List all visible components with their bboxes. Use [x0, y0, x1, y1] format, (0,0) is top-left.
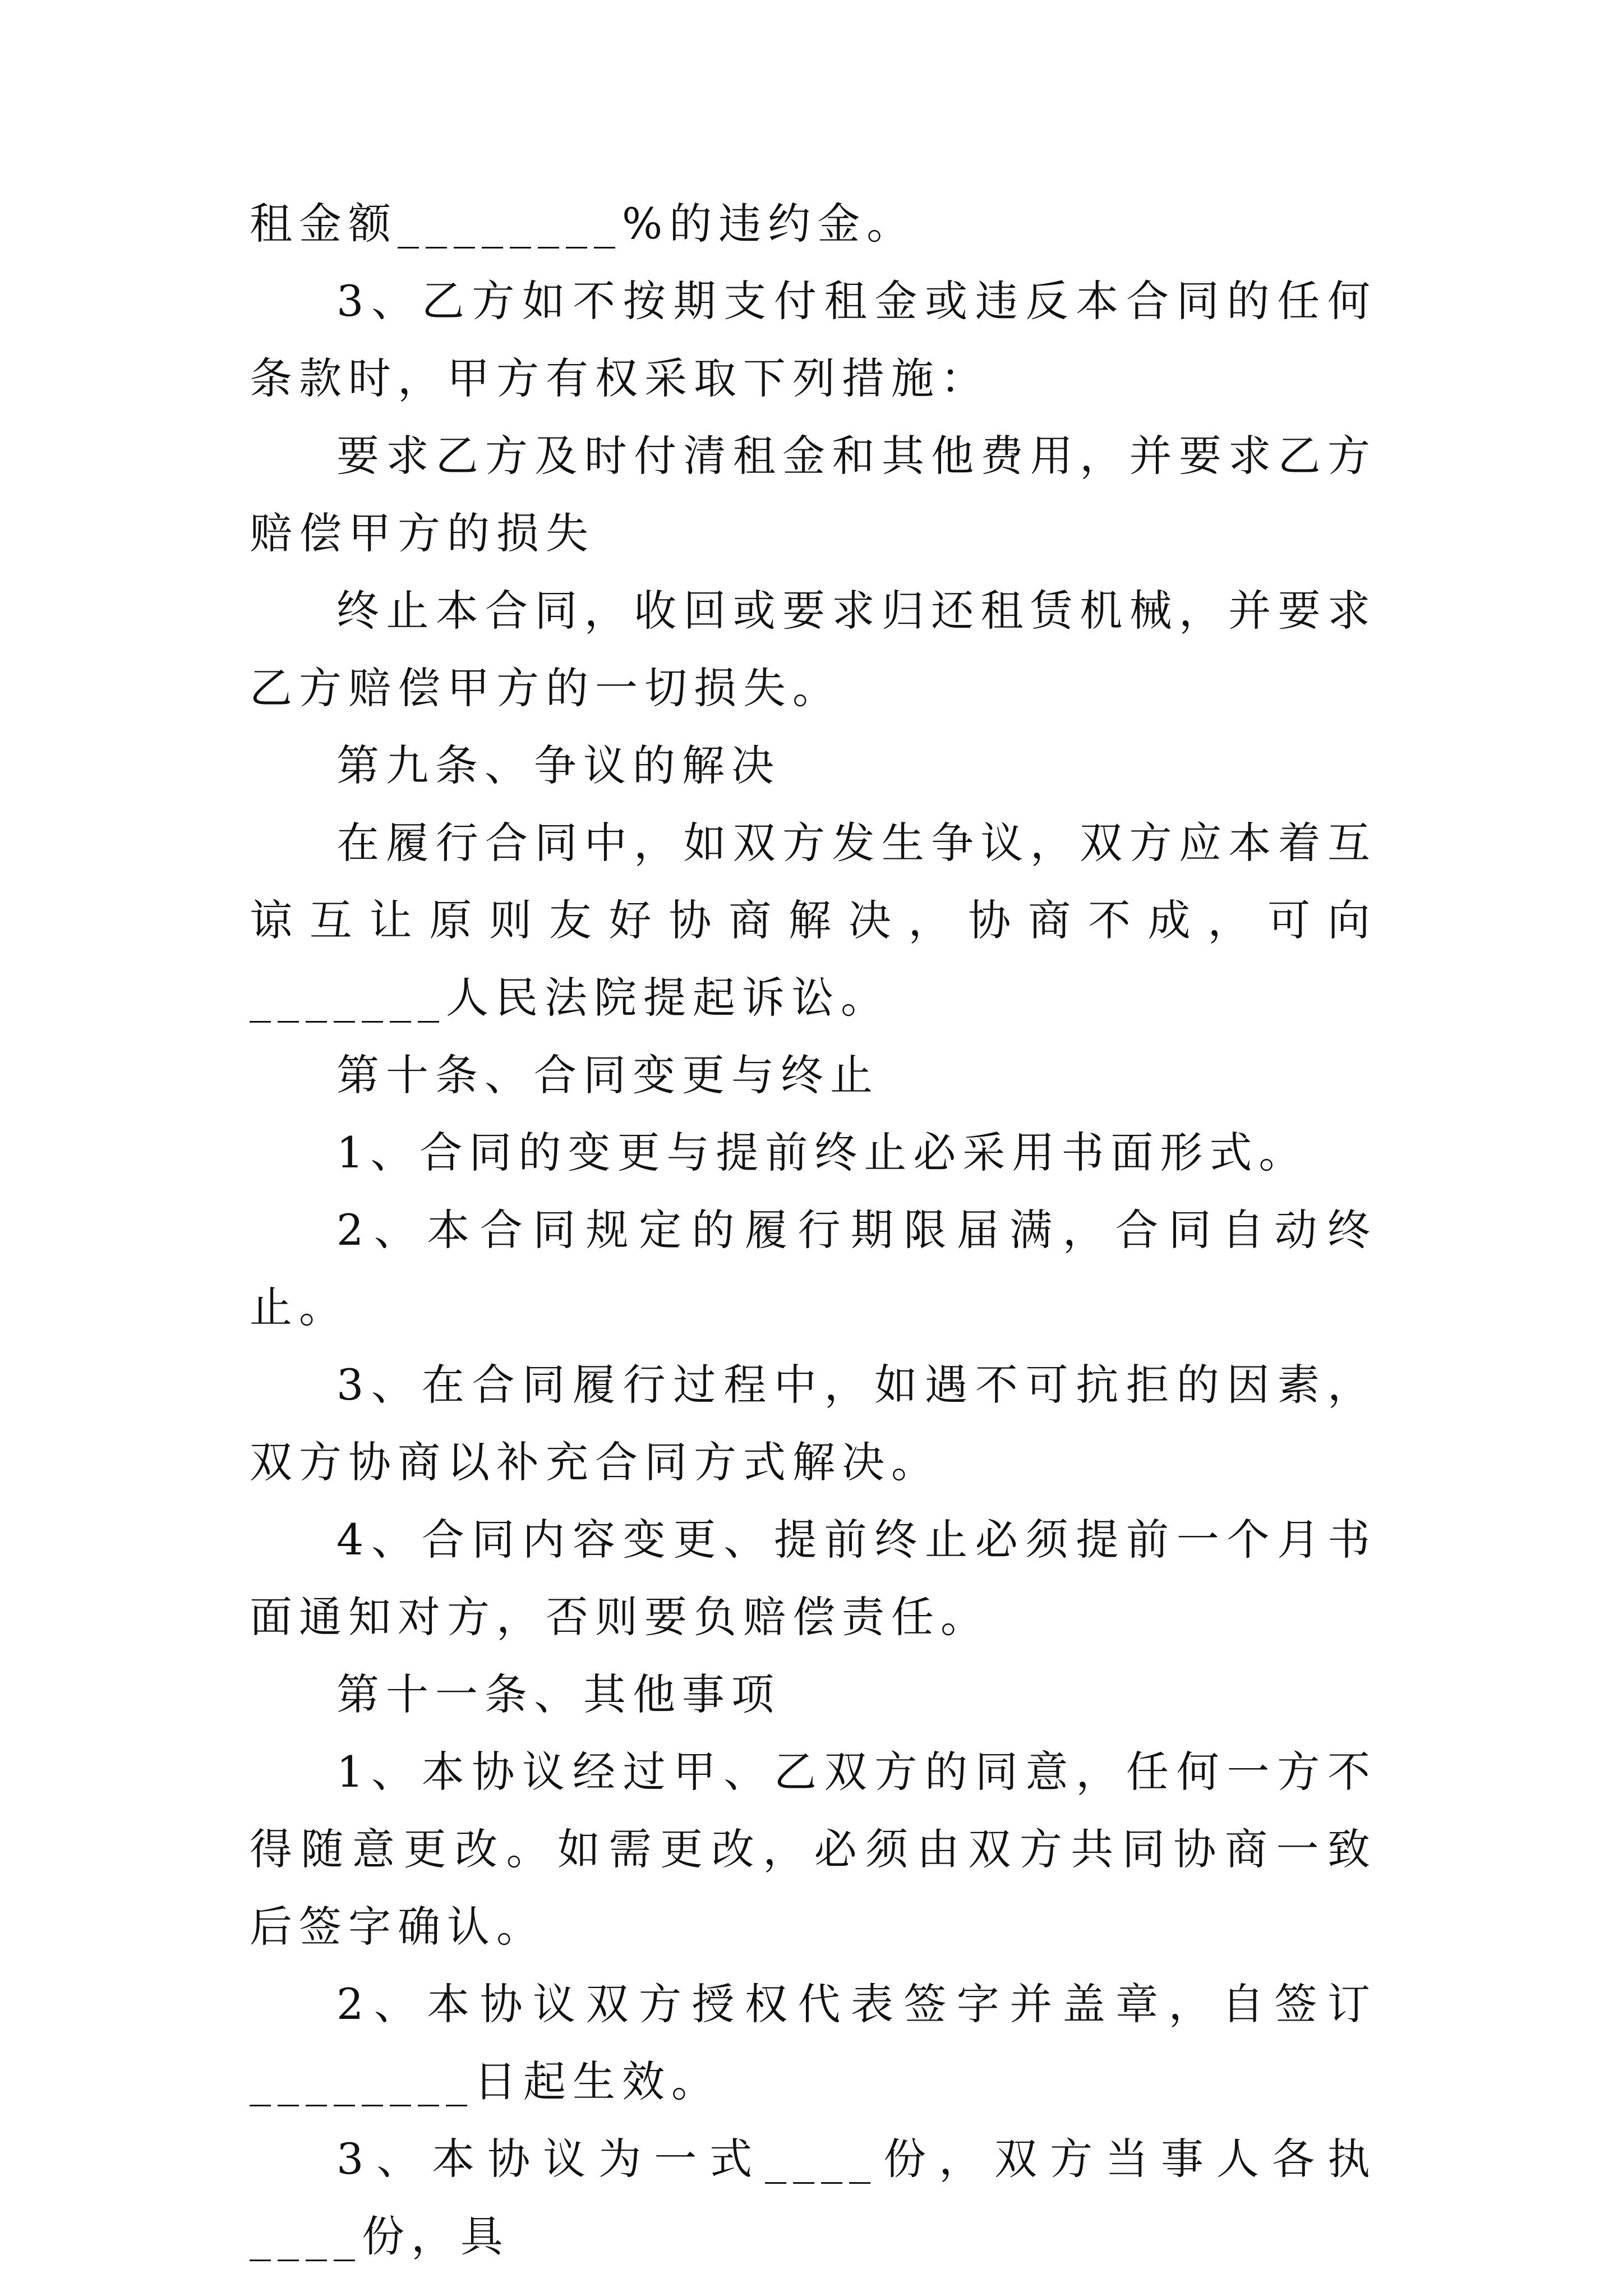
paragraph-change-written-form: 1、合同的变更与提前终止必采用书面形式。 [336, 1128, 1308, 1177]
heading-article-10: 第十条、合同变更与终止 [336, 1050, 879, 1100]
paragraph-remedies-intro: 3、乙方如不按期支付租金或违反本合同的任何条款时，甲方有权采取下列措施： [250, 276, 1377, 403]
paragraph-remedy-termination: 终止本合同，收回或要求归还租赁机械，并要求乙方赔偿甲方的一切损失。 [250, 586, 1377, 713]
paragraph-effective-date: 2、本协议双方授权代表签字并盖章，自签订________日起生效。 [250, 1979, 1377, 2106]
contract-body [250, 185, 1377, 2275]
paragraph-copies: 3、本协议为一式____份，双方当事人各执____份，具 [250, 2134, 1377, 2261]
paragraph-dispute-resolution: 在履行合同中，如双方发生争议，双方应本着互谅互让原则友好协商解决，协商不成，可向_______人民法院提起诉讼。 [250, 818, 1377, 1023]
paragraph-auto-termination: 2、本合同规定的履行期限届满，合同自动终止。 [250, 1205, 1377, 1332]
heading-article-11: 第十一条、其他事项 [336, 1669, 781, 1719]
paragraph-force-majeure: 3、在合同履行过程中，如遇不可抗拒的因素，双方协商以补充合同方式解决。 [250, 1360, 1377, 1487]
paragraph-advance-notice: 4、合同内容变更、提前终止必须提前一个月书面通知对方，否则要负赔偿责任。 [250, 1515, 1377, 1642]
paragraph-penalty-rate: 租金额________%的违约金。 [250, 199, 916, 249]
paragraph-no-unilateral-change: 1、本协议经过甲、乙双方的同意，任何一方不得随意更改。如需更改，必须由双方共同协商一致后签字确认。 [250, 1747, 1377, 1952]
heading-article-9: 第九条、争议的解决 [336, 740, 781, 790]
paragraph-remedy-payment: 要求乙方及时付清租金和其他费用，并要求乙方赔偿甲方的损失 [250, 431, 1377, 558]
